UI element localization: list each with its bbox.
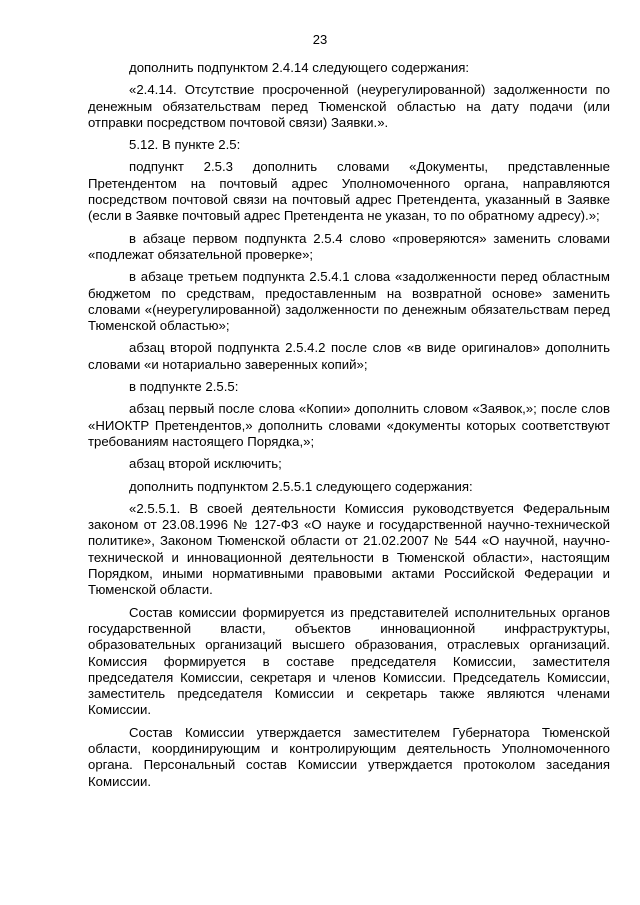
paragraph: Состав комиссии формируется из представителей исполнительных органов государственной власти, объектов инновационной инфраструктуры, образовательных организаций высшего образования, отраслевых организаций. Комиссия формируется в составе председателя Комиссии, заместителя председателя Комиссии, секретаря и членов Комиссии. Председатель Комиссии, заместитель председателя Комиссии и секретарь также являются членами Комиссии.: [88, 604, 610, 718]
paragraph: в абзаце третьем подпункта 2.5.4.1 слова «задолженности перед областным бюджетом по средствам, предоставленным на возвратной основе» заменить словами «(неурегулированной) задолженности по денежным обязательствам перед Тюменской областью»;: [88, 269, 610, 334]
paragraph: абзац первый после слова «Копии» дополнить словом «Заявок,»; после слов «НИОКТР Претендентов,» дополнить словами «документы которых соответствуют требованиям настоящего Порядка,»;: [88, 401, 610, 449]
paragraph: в абзаце первом подпункта 2.5.4 слово «проверяются» заменить словами «подлежат обязательной проверке»;: [88, 230, 610, 262]
paragraph: 5.12. В пункте 2.5:: [129, 137, 241, 153]
paragraph: дополнить подпунктом 2.4.14 следующего содержания:: [129, 60, 470, 75]
page-number: 23: [312, 32, 328, 47]
paragraph: в подпункте 2.5.5:: [129, 379, 239, 395]
paragraph: подпункт 2.5.3 дополнить словами «Документы, представленные Претендентом на почтовый адрес Уполномоченного органа, направляются посредством почтовой связи на почтовый адрес Претендента, указанный в Заявке (если в Заявке почтовый адрес Претендента не указан, то по обратному адресу).»;: [88, 159, 610, 224]
document-body: [88, 60, 610, 796]
paragraph: Состав Комиссии утверждается заместителем Губернатора Тюменской области, координирующим и контролирующим деятельность Уполномоченного органа. Персональный состав Комиссии утверждается протоколом заседания Комиссии.: [88, 724, 610, 789]
paragraph: дополнить подпунктом 2.5.5.1 следующего содержания:: [129, 478, 473, 494]
paragraph: «2.4.14. Отсутствие просроченной (неурегулированной) задолженности по денежным обязательствам перед Тюменской областью на дату подачи (или отправки посредством почтовой связи) Заявки.».: [88, 82, 610, 130]
paragraph: «2.5.5.1. В своей деятельности Комиссия руководствуется Федеральным законом от 23.08.1996 № 127-ФЗ «О науке и государственной научно-технической политике», Законом Тюменской области от 21.02.2007 № 544 «О научной, научно-технической и инновационной деятельности в Тюменской области», настоящим Порядком, иными нормативными правовыми актами Российской Федерации и Тюменской области.: [88, 500, 610, 598]
paragraph: абзац второй исключить;: [129, 456, 282, 472]
paragraph: абзац второй подпункта 2.5.4.2 после слов «в виде оригиналов» дополнить словами «и нотариально заверенных копий»;: [88, 340, 610, 372]
